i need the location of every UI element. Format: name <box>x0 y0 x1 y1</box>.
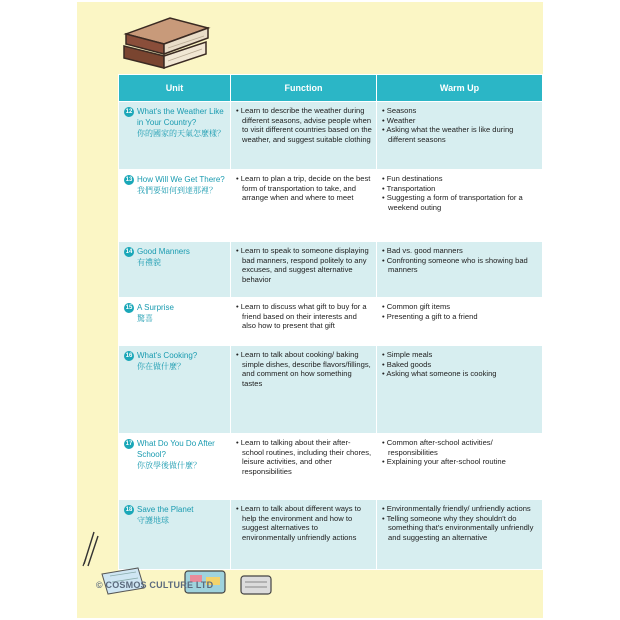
unit-title: How Will We Get There? <box>137 175 225 184</box>
case-icon <box>238 572 274 598</box>
unit-cell <box>119 434 231 500</box>
function-cell <box>231 434 377 500</box>
function-cell <box>231 102 377 170</box>
function-text: • Learn to speak to someone displaying bad manners, respond politely to any excuses, and suggest alternative behavior <box>236 246 372 284</box>
header-function: Function <box>231 75 377 102</box>
warm-up-item: • Transportation <box>382 184 538 194</box>
warm-up-item: • Confronting someone who is showing bad manners <box>382 256 538 275</box>
function-cell <box>231 242 377 298</box>
table-row <box>119 170 543 242</box>
pen-icon <box>80 528 102 568</box>
header-warm-up: Warm Up <box>377 75 543 102</box>
unit-number-badge: 15 <box>125 305 133 311</box>
books-icon <box>120 12 212 70</box>
unit-title: Good Manners <box>137 247 190 256</box>
table-row <box>119 102 543 170</box>
warm-up-item: • Common gift items <box>382 302 538 312</box>
function-text: • Learn to discuss what gift to buy for a friend based on their interests and also how to present that gift <box>236 302 372 331</box>
function-cell <box>231 298 377 346</box>
function-text: • Learn to talking about their after-school routines, including their chores, leisure activities, and other responsibilities <box>236 438 372 476</box>
unit-number-badge: 16 <box>125 353 133 359</box>
unit-title-chinese: 守護地球 <box>137 516 169 525</box>
warm-up-item: • Environmentally friendly/ unfriendly actions <box>382 504 538 514</box>
warm-up-item: • Presenting a gift to a friend <box>382 312 538 322</box>
header-unit: Unit <box>119 75 231 102</box>
warm-up-cell <box>377 500 543 570</box>
unit-cell <box>119 102 231 170</box>
unit-cell <box>119 242 231 298</box>
function-cell <box>231 170 377 242</box>
unit-title: What's Cooking? <box>137 351 198 360</box>
warm-up-item: • Asking what someone is cooking <box>382 369 538 379</box>
unit-cell <box>119 500 231 570</box>
table-row <box>119 434 543 500</box>
table-row <box>119 242 543 298</box>
warm-up-cell <box>377 242 543 298</box>
warm-up-item: • Telling someone why they shouldn't do something that's environmentally unfriendly and suggesting an alternative <box>382 514 538 543</box>
table-header-row <box>119 75 543 102</box>
unit-title-chinese: 有禮貌 <box>137 258 161 267</box>
unit-title-chinese: 你放學後做什麼？ <box>137 461 201 470</box>
unit-title: What Do You Do After School? <box>137 439 215 459</box>
unit-title-chinese: 驚喜 <box>137 314 153 323</box>
function-text: • Learn to talk about different ways to help the environment and how to suggest alternatives to environmentally unfriendly actions <box>236 504 372 542</box>
table-row <box>119 346 543 434</box>
warm-up-item: • Suggesting a form of transportation for a weekend outing <box>382 193 538 212</box>
warm-up-item: • Seasons <box>382 106 538 116</box>
unit-title-chinese: 你在做什麼？ <box>137 362 185 371</box>
unit-number-badge: 17 <box>125 441 133 447</box>
unit-title: A Surprise <box>137 303 174 312</box>
copyright-notice: © COSMOS CULTURE LTD <box>96 580 214 590</box>
warm-up-item: • Weather <box>382 116 538 126</box>
function-text: • Learn to describe the weather during different seasons, advise people when to visit different countries based on the weather, and suggest suitable clothing <box>236 106 372 144</box>
function-text: • Learn to plan a trip, decide on the best form of transportation to take, and arrange when and where to meet <box>236 174 372 203</box>
unit-cell <box>119 346 231 434</box>
warm-up-cell <box>377 346 543 434</box>
unit-number-badge: 13 <box>125 177 133 183</box>
unit-number-badge: 12 <box>125 109 133 115</box>
function-text: • Learn to talk about cooking/ baking simple dishes, describe flavors/fillings, and comment on how something tastes <box>236 350 372 388</box>
function-cell <box>231 500 377 570</box>
unit-title-chinese: 你的國家的天氣怎麼樣？ <box>137 129 225 138</box>
warm-up-item: • Baked goods <box>382 360 538 370</box>
unit-cell <box>119 170 231 242</box>
warm-up-item: • Common after-school activities/ responsibilities <box>382 438 538 457</box>
warm-up-item: • Fun destinations <box>382 174 538 184</box>
unit-number-badge: 18 <box>125 507 133 513</box>
warm-up-cell <box>377 102 543 170</box>
unit-title: What's the Weather Like in Your Country? <box>137 107 224 127</box>
warm-up-item: • Explaining your after-school routine <box>382 457 538 467</box>
warm-up-item: • Asking what the weather is like during different seasons <box>382 125 538 144</box>
unit-title-chinese: 我們要如何到達那裡？ <box>137 186 217 195</box>
unit-number-badge: 14 <box>125 249 133 255</box>
warm-up-cell <box>377 298 543 346</box>
unit-title: Save the Planet <box>137 505 194 514</box>
function-cell <box>231 346 377 434</box>
table-row <box>119 298 543 346</box>
warm-up-cell <box>377 434 543 500</box>
table-row <box>119 500 543 570</box>
warm-up-item: • Bad vs. good manners <box>382 246 538 256</box>
contents-table <box>118 74 543 570</box>
warm-up-item: • Simple meals <box>382 350 538 360</box>
warm-up-cell <box>377 170 543 242</box>
unit-cell <box>119 298 231 346</box>
